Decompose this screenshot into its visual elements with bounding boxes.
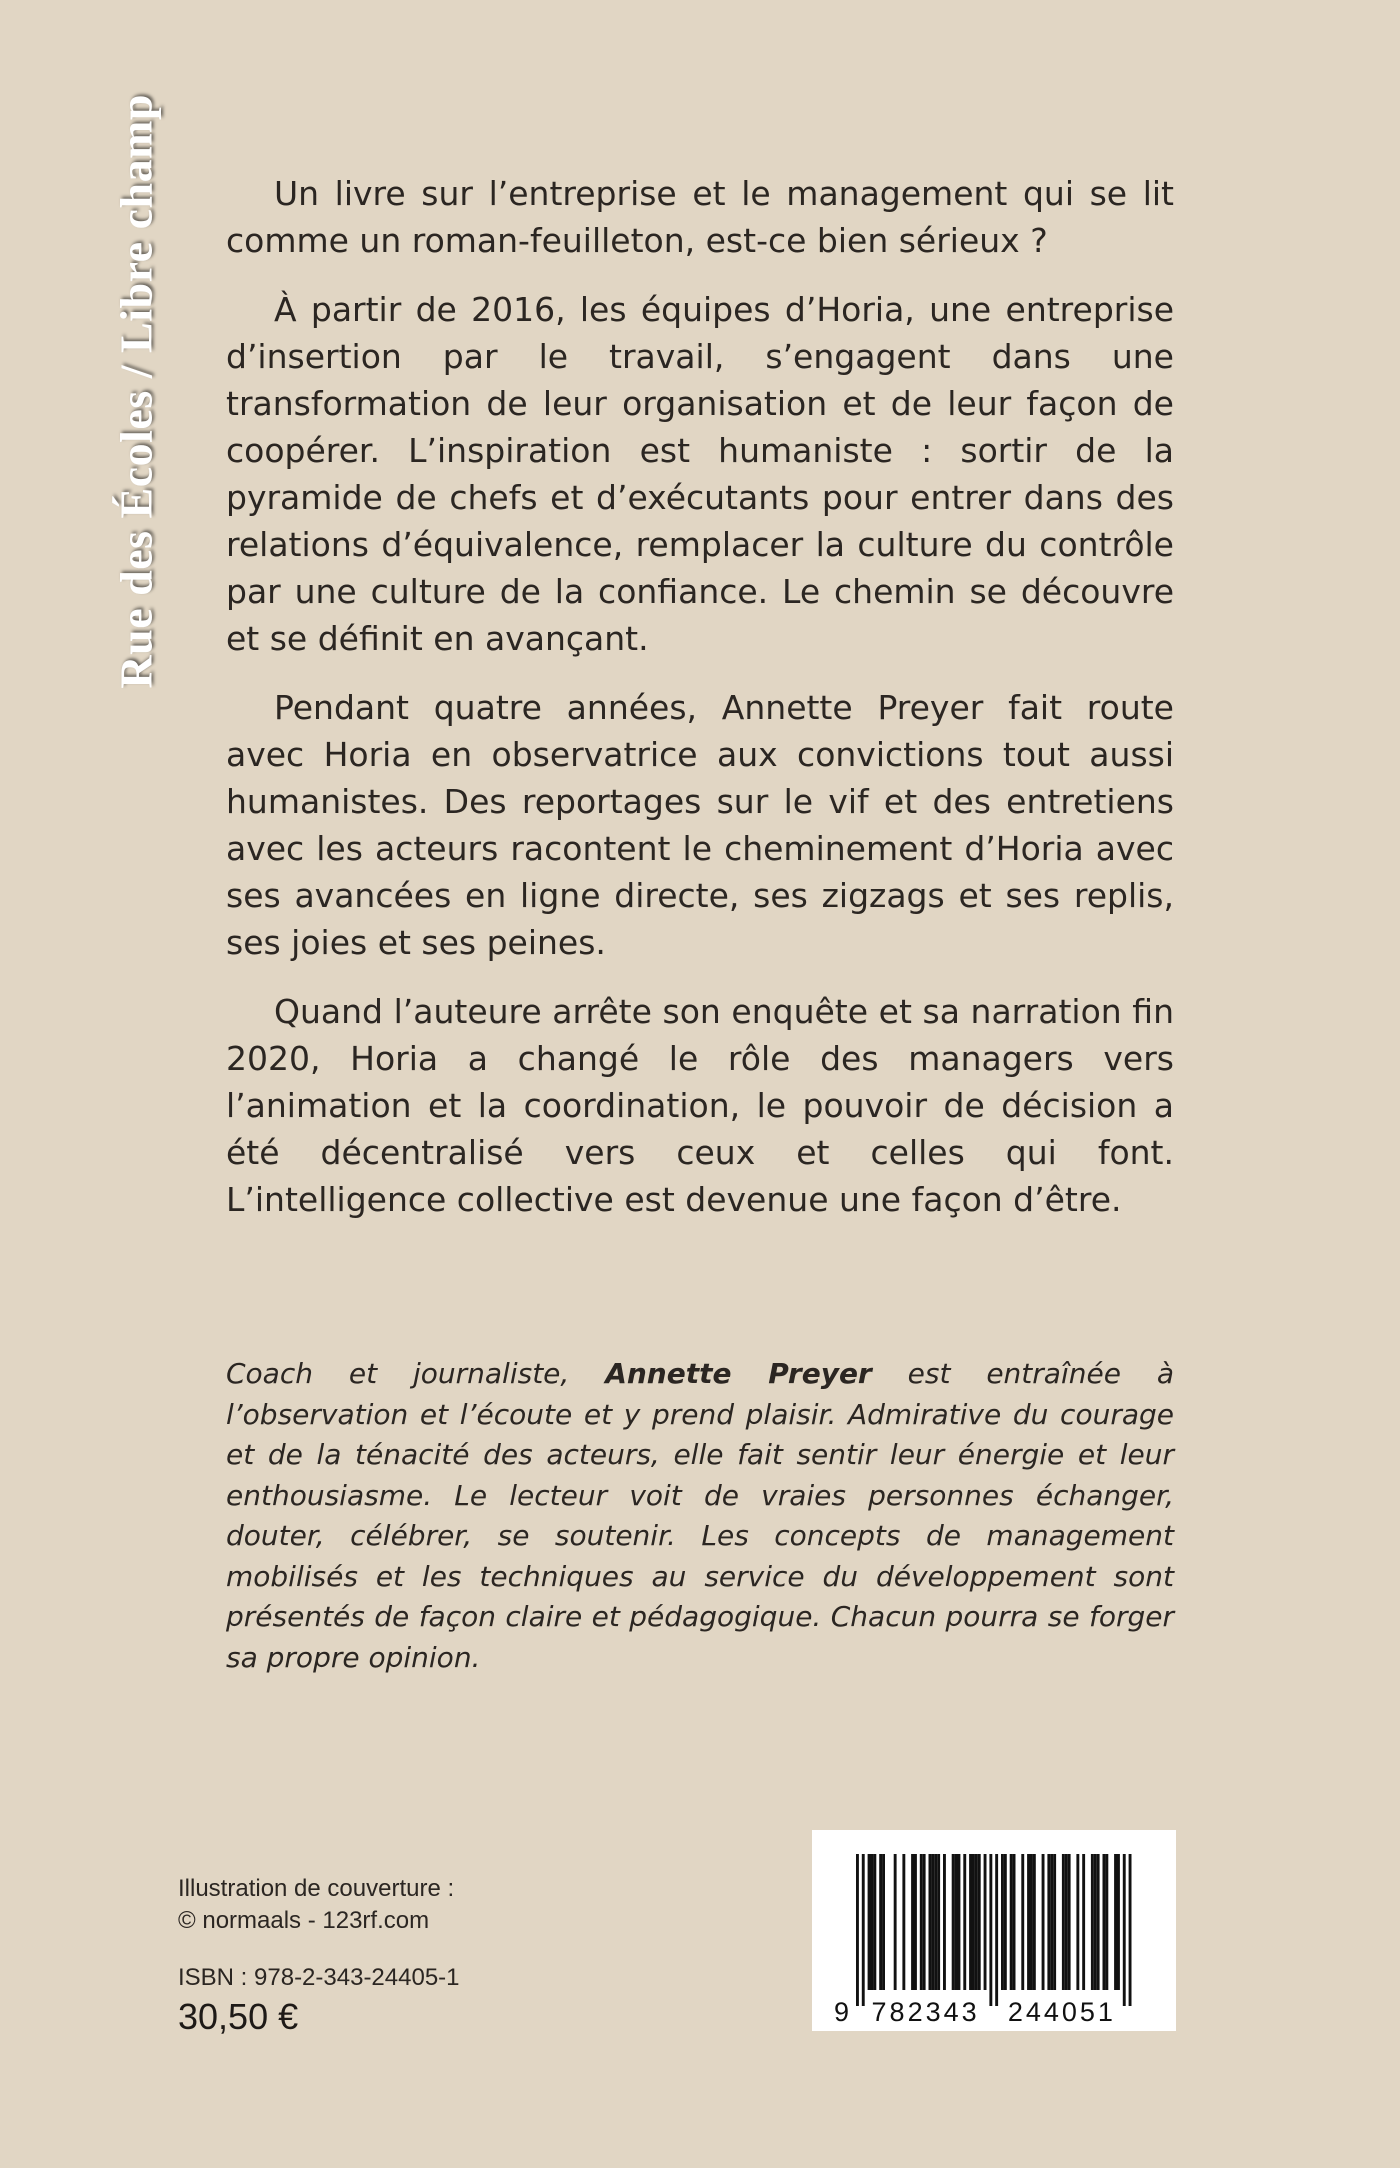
collection-title-text: Rue des Écoles / Libre champ xyxy=(111,94,162,689)
barcode-first-digit: 9 xyxy=(834,1997,850,2027)
barcode-bar xyxy=(1114,1854,1117,1990)
barcode-bar xyxy=(952,1854,955,1990)
barcode-bar xyxy=(1021,1854,1024,1990)
barcode-bar xyxy=(1094,1854,1097,1990)
blurb-paragraph-4: Quand l’auteure arrête son enquête et sa narration fin 2020, Horia a changé le rôle des managers vers l’animation et la coordination, le pouvoir de décision a été décentralisé vers ceux et celles qui font. L’intelligence collective est devenue une façon d’être. xyxy=(226,992,1174,1219)
author-bio-text: est entraînée à l’observation et l’écoute et y prend plaisir. Admirative du courage et de la ténacité des acteurs, elle fait sentir leur énergie et leur enthousiasme. Le lecteur voit de vraies personnes échanger, douter, célébrer, se soutenir. Les concepts de management mobilisés et les techniques au service du développement sont présentés de façon claire et pédagogique. Chacun pourra se forger sa propre opinion. xyxy=(226,1357,1174,1674)
barcode-bar xyxy=(975,1854,978,1990)
barcode-left-digits: 782343 xyxy=(871,1997,980,2027)
barcode-bar xyxy=(969,1854,972,1990)
barcode-bars xyxy=(856,1854,1132,2006)
barcode-bar xyxy=(1033,1854,1036,1990)
author-bio-prefix: Coach et journaliste, xyxy=(226,1357,606,1390)
barcode-bar xyxy=(1103,1854,1106,1990)
barcode-bar xyxy=(1053,1854,1056,1990)
barcode-bar xyxy=(911,1854,914,1990)
blurb xyxy=(226,170,1174,1245)
barcode-bar xyxy=(914,1854,917,1990)
cover-credits-label: Illustration de couverture : xyxy=(178,1875,455,1902)
barcode-bar xyxy=(894,1854,897,1990)
barcode-bar xyxy=(1050,1854,1053,1990)
barcode-graphic xyxy=(812,1830,1176,2031)
barcode-bar xyxy=(1123,1854,1126,2006)
barcode-bar xyxy=(989,1854,992,2006)
barcode-bar xyxy=(995,1854,998,2006)
author-bio xyxy=(226,1354,1174,1678)
barcode-bar xyxy=(868,1854,871,1990)
barcode-bar xyxy=(856,1854,859,2006)
barcode-bar xyxy=(963,1854,966,1990)
price: 30,50 € xyxy=(178,1996,299,2037)
barcode-bar xyxy=(871,1854,874,1990)
barcode-bar xyxy=(1027,1854,1030,1990)
barcode-bar xyxy=(1117,1854,1120,1990)
barcode-bar xyxy=(1001,1854,1004,1990)
barcode-bar xyxy=(934,1854,937,1990)
barcode-bar xyxy=(1010,1854,1013,1990)
barcode-bar xyxy=(862,1854,865,2006)
barcode-bar xyxy=(873,1854,876,1990)
barcode-bar xyxy=(1013,1854,1016,1990)
barcode-bar xyxy=(1004,1854,1007,1990)
barcode-bar xyxy=(1062,1854,1065,1990)
barcode-bar xyxy=(1129,1854,1132,2006)
barcode-bar xyxy=(923,1854,926,1990)
barcode-bar xyxy=(1097,1854,1100,1990)
barcode-bar xyxy=(1047,1854,1050,1990)
author-name: Annette Preyer xyxy=(605,1357,872,1390)
barcode-bar xyxy=(972,1854,975,1990)
barcode-bar xyxy=(1076,1854,1079,1990)
barcode-right-digits: 244051 xyxy=(1007,1997,1116,2027)
barcode-bar xyxy=(882,1854,885,1990)
barcode-bar xyxy=(1091,1854,1094,1990)
cover-credits-source: © normaals - 123rf.com xyxy=(178,1907,430,1934)
blurb-paragraph-3: Pendant quatre années, Annette Preyer fait route avec Horia en observatrice aux convictions tout aussi humanistes. Des reportages sur le vif et des entretiens avec les acteurs racontent le cheminement d’Horia avec ses avancées en ligne directe, ses zigzags et ses replis, ses joies et ses peines. xyxy=(226,688,1174,962)
barcode-bar xyxy=(955,1854,958,1990)
barcode-bar xyxy=(1042,1854,1045,1990)
barcode-bar xyxy=(1065,1854,1068,1990)
barcode-bar xyxy=(1030,1854,1033,1990)
barcode xyxy=(812,1830,1176,2031)
barcode-bar xyxy=(920,1854,923,1990)
barcode-bar xyxy=(958,1854,961,1990)
barcode-bar xyxy=(978,1854,981,1990)
barcode-bar xyxy=(929,1854,932,1990)
barcode-bar xyxy=(879,1854,882,1990)
barcode-bar xyxy=(1082,1854,1085,1990)
blurb-paragraph-1: Un livre sur l’entreprise et le management qui se lit comme un roman-feuilleton, est-ce bien sérieux ? xyxy=(226,174,1174,260)
blurb-paragraph-2: À partir de 2016, les équipes d’Horia, une entreprise d’insertion par le travail, s’engagent dans une transformation de leur organisation et de leur façon de coopérer. L’inspiration est humaniste : sortir de la pyramide de chefs et d’exécutants pour entrer dans des relations d’équivalence, remplacer la culture du contrôle par une culture de la confiance. Le chemin se découvre et se définit en avançant. xyxy=(226,290,1174,658)
barcode-bar xyxy=(1105,1854,1108,1990)
barcode-bar xyxy=(943,1854,946,1990)
barcode-bar xyxy=(937,1854,940,1990)
barcode-bar xyxy=(902,1854,905,1990)
barcode-bar xyxy=(984,1854,987,1990)
cover-credits xyxy=(178,1873,454,1937)
barcode-bar xyxy=(1068,1854,1071,1990)
isbn: ISBN : 978-2-343-24405-1 xyxy=(178,1964,460,1991)
barcode-bar xyxy=(931,1854,934,1990)
